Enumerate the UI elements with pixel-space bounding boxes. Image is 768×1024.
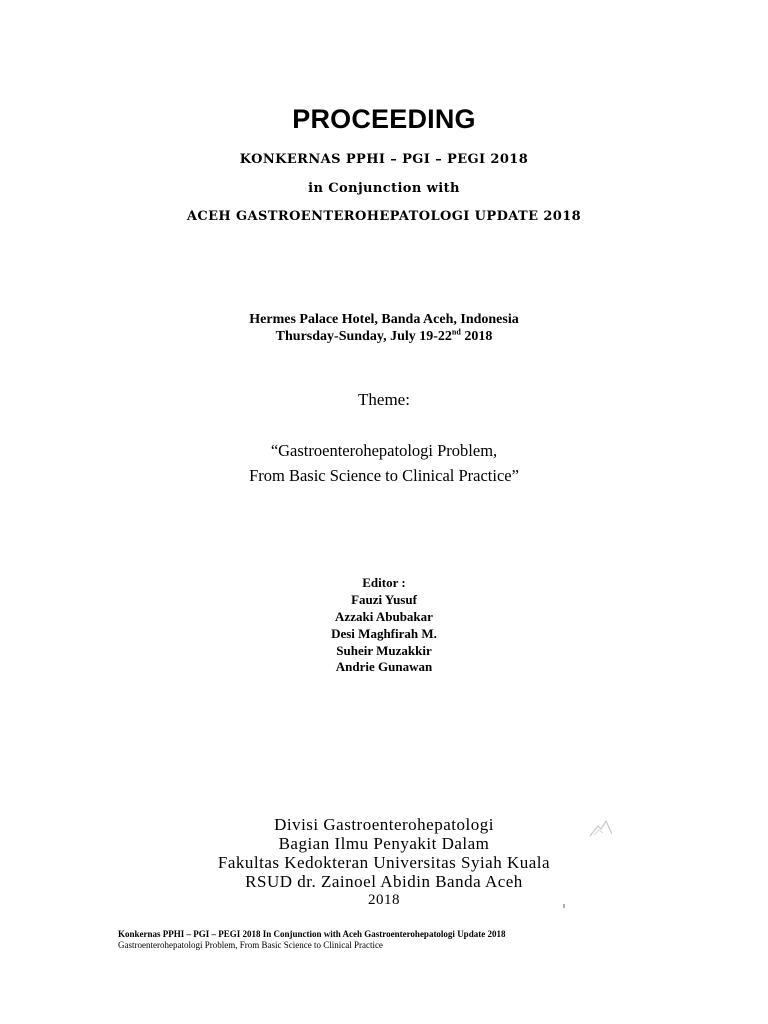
conference-name: KONKERNAS PPHI – PGI – PEGI 2018 (239, 152, 529, 167)
editor-name: Desi Maghfirah M. (331, 626, 437, 641)
date-ordinal-suffix: nd (451, 327, 461, 337)
document-title: PROCEEDING (292, 104, 476, 134)
update-event-name: ACEH GASTROENTEROHEPATOLOGI UPDATE 2018 (186, 209, 582, 224)
date-prefix: Thursday-Sunday, July 19-22 (275, 329, 452, 344)
editor-label: Editor : (362, 575, 406, 590)
theme-line-2: From Basic Science to Clinical Practice” (249, 466, 519, 485)
scan-artifact-dot (563, 904, 565, 908)
publication-year: 2018 (368, 892, 400, 908)
venue-date (0, 329, 768, 345)
footer-conference-line: Konkernas PPHI – PGI – PEGI 2018 In Conjunction with Aceh Gastroenterohepatologi Update 2018 (118, 929, 506, 939)
institution-hospital: RSUD dr. Zainoel Abidin Banda Aceh (245, 872, 523, 891)
institution-division: Divisi Gastroenterohepatologi (274, 815, 494, 834)
theme-line-1: “Gastroenterohepatologi Problem, (270, 441, 498, 460)
editor-name: Andrie Gunawan (335, 659, 433, 674)
theme-label: Theme: (358, 390, 410, 409)
conjunction-text: in Conjunction with (308, 181, 460, 196)
editor-name: Fauzi Yusuf (351, 592, 417, 607)
editor-name: Azzaki Abubakar (335, 609, 433, 624)
editor-name: Suheir Muzakkir (336, 643, 432, 658)
scan-artifact-mark (588, 818, 614, 838)
institution-department: Bagian Ilmu Penyakit Dalam (278, 834, 490, 853)
date-year: 2018 (460, 329, 493, 344)
institution-faculty: Fakultas Kedokteran Universitas Syiah Kuala (217, 853, 551, 872)
footer-theme-line: Gastroenterohepatologi Problem, From Basic Science to Clinical Practice (118, 940, 383, 950)
venue-place: Hermes Palace Hotel, Banda Aceh, Indonesia (249, 312, 519, 327)
